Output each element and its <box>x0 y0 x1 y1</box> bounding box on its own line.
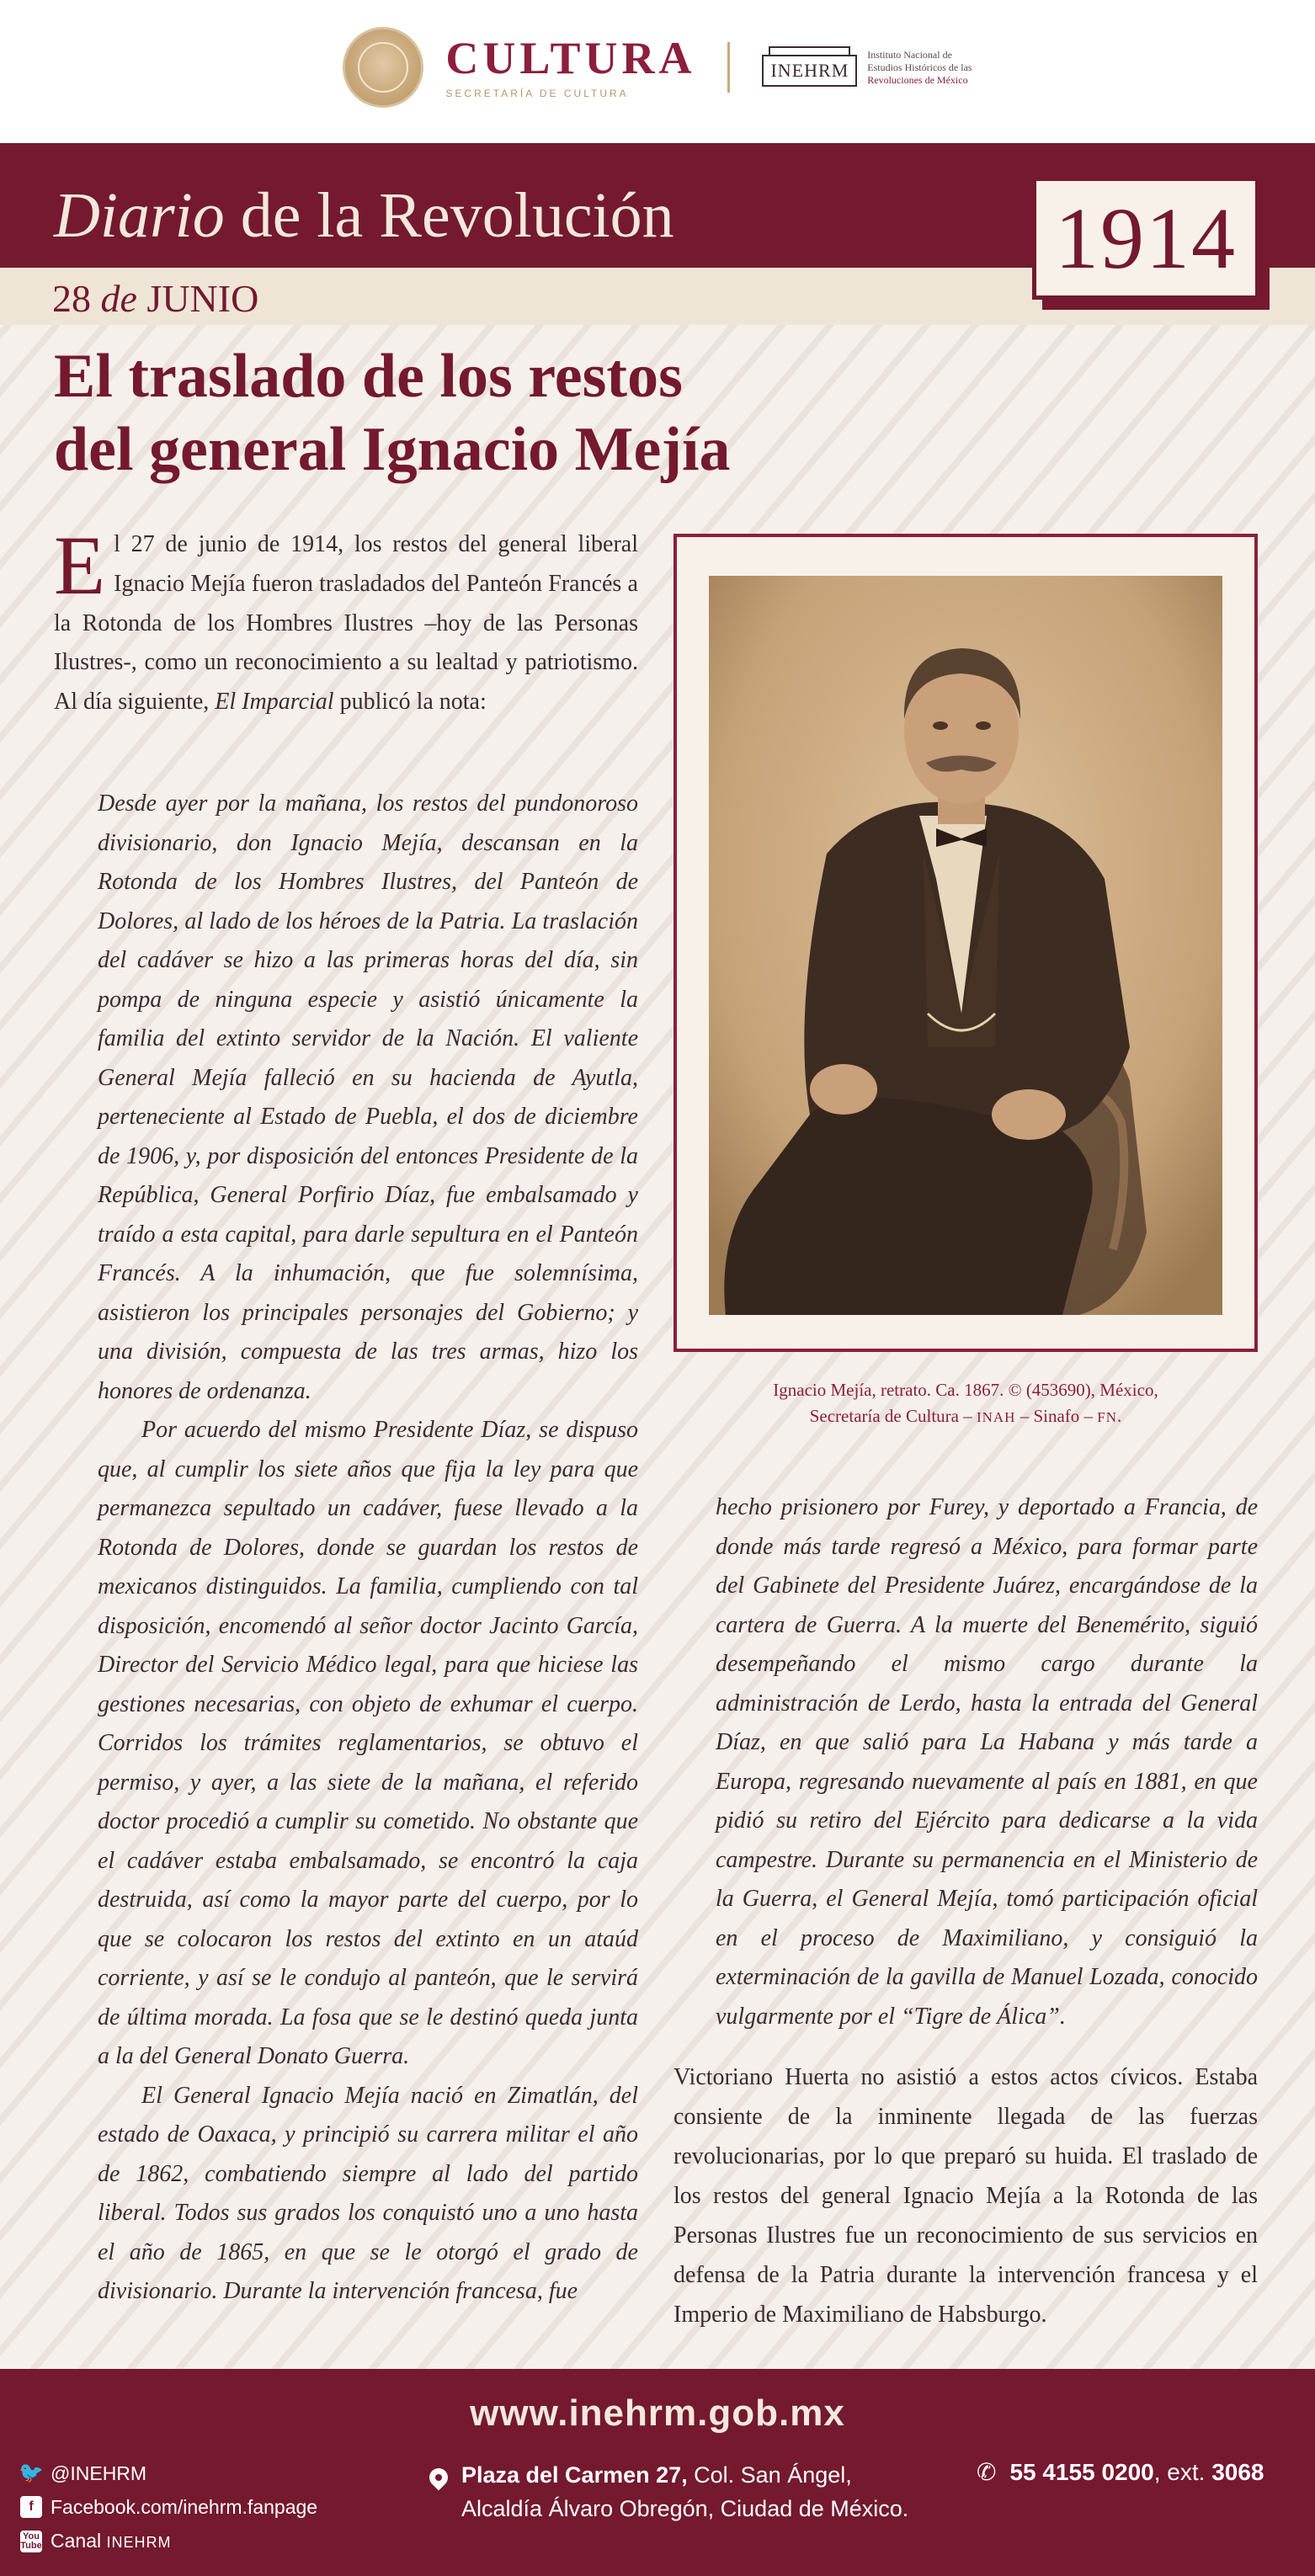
quoted-note-right <box>716 1488 1258 2036</box>
logo-divider <box>727 42 730 93</box>
caption-text-c: . <box>1117 1406 1122 1426</box>
caption-fn: FN <box>1097 1409 1118 1425</box>
youtube-icon-bottom: Tube <box>20 2541 42 2551</box>
cultura-subtitle: SECRETARÍA DE CULTURA <box>445 88 629 99</box>
quote-paragraph-1: Desde ayer por la mañana, los restos del pundonoroso divisionario, don Ignacio Mejía, descansan en la Rotonda de los Hombres Ilustres, del Panteón de Dolores, al lado de los héroes de la Patria. La traslación del cadáver se hizo a las primeras horas del día, sin pompa de ninguna especie y asistió únicamente la familia del extinto servidor de la Nación. El valiente General Mejía falleció en su hacienda de Ayutla, perteneciente al Estado de Puebla, el dos de diciembre de 1906, y, por disposición del entonces Presidente de la República, General Porfirio Díaz, fue embalsamado y traído a esta capital, para darle sepultura en el Panteón Francés. A la inhumación, que fue solemnísima, asistieron los principales personajes del Gobierno; y una división, compuesta de las tres armas, hizo los honores de ordenanza. <box>98 790 638 1404</box>
facebook-link[interactable] <box>20 2490 317 2524</box>
inehrm-logo <box>762 49 972 87</box>
youtube-prefix: Canal <box>51 2530 107 2552</box>
twitter-handle: @INEHRM <box>51 2462 147 2484</box>
twitter-link[interactable] <box>20 2456 317 2490</box>
caption-inah: INAH <box>976 1409 1016 1425</box>
article-title-line-1: El traslado de los restos <box>54 342 683 411</box>
location-pin-icon <box>425 2464 451 2490</box>
address-street: Plaza del Carmen 27, <box>461 2462 688 2488</box>
date-label <box>52 276 258 321</box>
year-badge: 1914 <box>1032 177 1259 300</box>
drop-cap: E <box>54 519 106 612</box>
newspaper-name: El Imparcial <box>215 689 334 716</box>
intro-text <box>54 519 638 722</box>
date-day: 28 <box>52 277 91 320</box>
series-title <box>54 180 674 251</box>
portrait-photo <box>709 576 1222 1315</box>
article-title <box>54 340 980 487</box>
intro-text-a: l 27 de junio de 1914, los restos del general liberal Ignacio Mejía fueron trasladados del Panteón Francés a la Rotonda de los Hombres Ilustres –hoy de las Personas Ilustres-, como un reconocimiento a su lealtad y patriotismo. Al día siguiente, <box>54 531 638 716</box>
facebook-url: Facebook.com/inehrm.fanpage <box>51 2496 318 2518</box>
date-de: de <box>91 277 147 320</box>
cultura-word: CULTURA <box>445 33 696 83</box>
photo-caption <box>673 1377 1258 1430</box>
phone-text <box>1009 2459 1264 2486</box>
footer <box>0 2369 1315 2576</box>
closing-paragraph <box>673 2057 1258 2334</box>
website-link[interactable]: www.inehrm.gob.mx <box>470 2392 845 2434</box>
address-text <box>461 2458 908 2525</box>
caption-text-b: – Sinafo – <box>1015 1406 1098 1426</box>
closing-text: Victoriano Huerta no asistió a estos actos cívicos. Estaba consiente de la inminente llegada de las fuerzas revolucionarias, por lo que preparó su huida. El traslado de los restos del general Ignacio Mejía a la Rotonda de las Personas Ilustres fue un reconocimiento de sus servicios en defensa de la Patria durante la intervención francesa y el Imperio de Maximiliano de Habsburgo. <box>673 2064 1258 2328</box>
series-title-italic: Diario <box>54 180 225 251</box>
quoted-note-left <box>98 785 638 2312</box>
caption-line-2 <box>673 1403 1258 1430</box>
inehrm-logo-mark: INEHRM <box>762 55 857 87</box>
youtube-channel <box>51 2524 171 2559</box>
twitter-icon: 🐦 <box>19 2462 44 2484</box>
quote-paragraph-3-continued: hecho prisionero por Furey, y deportado a Francia, de donde más tarde regresó a México, para formar parte del Gabinete del Presidente Juárez, encargándose de la cartera de Guerra. A la muerte del Benemérito, siguió desempeñando el mismo cargo durante la administración de Lerdo, hasta la entrada del General Díaz, en que salió para La Habana y más tarde a Europa, regresando nuevamente al país en 1881, en que pidió su retiro del Ejército para dedicarse a la vida campestre. Durante su permanencia en el Ministerio de la Guerra, el General Mejía, tomó participación oficial en el proceso de Maximiliano, y consiguió la exterminación de la gavilla de Manuel Lozada, conocido vulgarmente por el “Tigre de Álica”. <box>716 1494 1258 2030</box>
portrait-illustration <box>709 576 1222 1315</box>
intro-paragraph <box>54 519 638 722</box>
top-header <box>0 0 1315 143</box>
cultura-logo <box>445 35 695 99</box>
caption-line-1: Ignacio Mejía, retrato. Ca. 1867. © (453690), México, <box>773 1380 1158 1400</box>
caption-text-a: Secretaría de Cultura – <box>809 1406 977 1426</box>
inehrm-line-3: Revoluciones de México <box>867 73 968 86</box>
youtube-name: INEHRM <box>106 2534 172 2551</box>
address-colonia: Col. San Ángel, <box>687 2462 852 2488</box>
youtube-link[interactable] <box>20 2524 317 2559</box>
inehrm-logo-text <box>867 49 972 87</box>
mexico-seal-icon <box>343 27 423 108</box>
phone-number: 55 4155 0200 <box>1009 2458 1154 2485</box>
youtube-icon <box>20 2531 42 2552</box>
article-title-line-2: del general Ignacio Mejía <box>54 415 731 485</box>
logo-group <box>343 27 972 108</box>
phone[interactable] <box>977 2458 1264 2486</box>
inehrm-line-2: Estudios Históricos de las <box>867 61 972 73</box>
phone-icon: ✆ <box>977 2459 997 2485</box>
series-title-rest: de la Revolución <box>224 180 674 251</box>
quote-paragraph-3: El General Ignacio Mejía nació en Zimatlán, del estado de Oaxaca, y principió su carrera militar el año de 1862, combatiendo siempre al lado del partido liberal. Todos sus grados los conquistó uno a uno hasta el año de 1865, en que se le otorgó el grado de divisionario. Durante la intervención francesa, fue <box>98 2082 638 2304</box>
date-month: JUNIO <box>146 277 259 320</box>
address <box>429 2458 908 2525</box>
photo-frame <box>673 534 1258 1352</box>
address-city: Alcaldía Álvaro Obregón, Ciudad de México. <box>461 2496 909 2521</box>
facebook-icon: f <box>20 2496 42 2518</box>
phone-ext-label: , ext. <box>1153 2458 1212 2485</box>
inehrm-line-1: Instituto Nacional de <box>867 48 952 61</box>
social-links <box>20 2456 317 2559</box>
intro-text-b: publicó la nota: <box>333 689 487 716</box>
youtube-icon-top: You <box>23 2531 40 2541</box>
quote-paragraph-2: Por acuerdo del mismo Presidente Díaz, se dispuso que, al cumplir los siete años que fija la ley para que permanezca sepultado un cadáver, fuese llevado a la Rotonda de Dolores, donde se guardan los restos de mexicanos distinguidos. La familia, cumpliendo con tal disposición, encomendó al señor doctor Jacinto García, Director del Servicio Médico legal, para que hiciese las gestiones necesarias, con objeto de exhumar el cuerpo. Corridos los trámites reglamentarios, se obtuvo el permiso, y ayer, a las siete de la mañana, el referido doctor procedió a cumplir su cometido. No obstante que el cadáver estaba embalsamado, se encontró la caja destruida, así como la mayor parte del cuerpo, por lo que se colocaron los restos del extinto en un ataúd corriente, y así se le condujo al panteón, que le servirá de última morada. La fosa que se le destinó queda junta a la del General Donato Guerra. <box>98 1417 638 2069</box>
phone-extension: 3068 <box>1211 2458 1264 2485</box>
